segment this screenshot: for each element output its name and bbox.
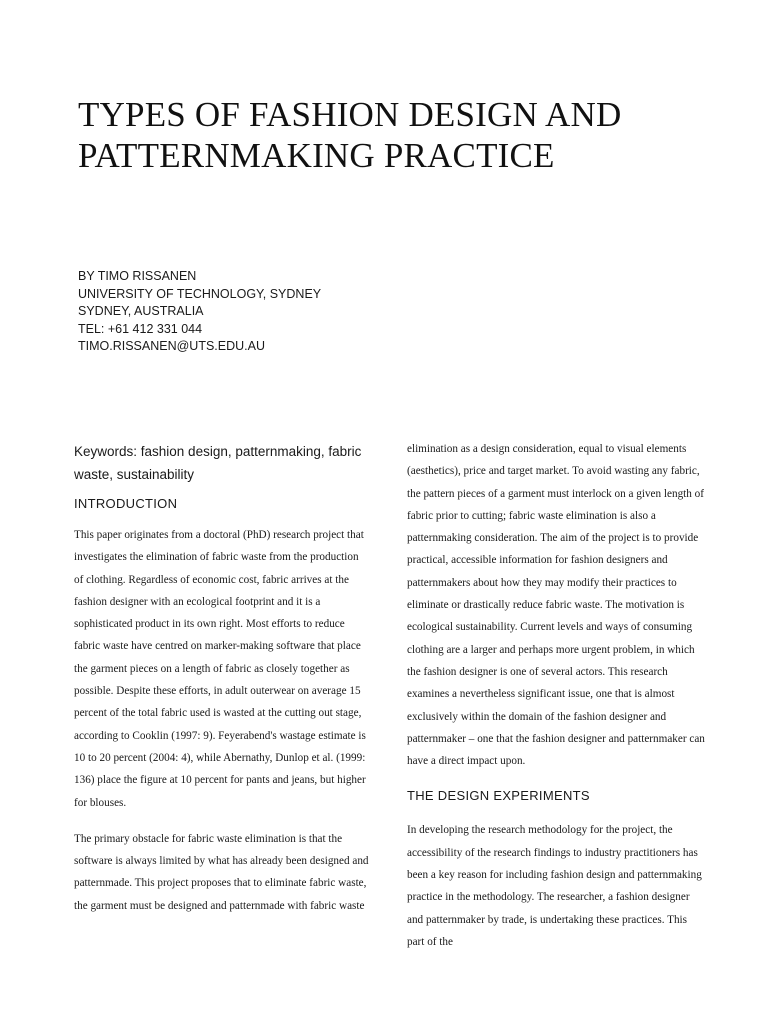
author-email: TIMO.RISSANEN@UTS.EDU.AU <box>78 339 266 353</box>
author-byline: BY TIMO RISSANEN <box>78 269 197 283</box>
paper-title <box>78 94 718 176</box>
section-heading-introduction: INTRODUCTION <box>74 496 178 511</box>
right-column <box>407 438 707 953</box>
paragraph-spacer <box>74 814 370 828</box>
design-experiments-paragraph-1: In developing the research methodology for the project, the accessibility of the research findings to industry practitioners has been a key reason for including fashion design and patternmaking practice in the methodology. The researcher, a fashion designer and patternmaker by trade, is undertaking these practices. This part of the <box>407 824 702 948</box>
title-line-2: PATTERNMAKING PRACTICE <box>78 136 555 175</box>
introduction-paragraph-2-continued: elimination as a design consideration, equal to visual elements (aesthetics), price and target market. To avoid wasting any fabric, the pattern pieces of a garment must interlock on a given length of fabric prior to cutting; fabric waste elimination is also a patternmaking consideration. The aim of the project is to provide practical, accessible information for fashion designers and patternmakers about how they may modify their practices to eliminate or drastically reduce fabric waste. The motivation is ecological sustainability. Current levels and ways of consuming clothing are a larger and perhaps more urgent problem, in which the fashion designer is one of several actors. This research examines a nevertheless significant issue, one that is almost exclusively within the domain of the fashion designer and patternmaker – one that the fashion designer and patternmaker can have a direct impact upon. <box>407 443 705 768</box>
title-line-1: TYPES OF FASHION DESIGN AND <box>78 95 622 134</box>
section-heading-design-experiments: THE DESIGN EXPERIMENTS <box>407 788 590 804</box>
author-tel: TEL: +61 412 331 044 <box>78 321 203 336</box>
left-column <box>74 440 370 917</box>
keywords: Keywords: fashion design, patternmaking, fabric waste, sustainability <box>74 444 362 482</box>
author-block <box>78 268 321 356</box>
author-affiliation: UNIVERSITY OF TECHNOLOGY, SYDNEY <box>78 286 322 301</box>
introduction-paragraph-2: The primary obstacle for fabric waste elimination is that the software is always limited by what has already been designed and patternmade. This project proposes that to eliminate fabric waste, the garment must be designed and patternmade with fabric waste <box>74 832 369 912</box>
introduction-paragraph-1: This paper originates from a doctoral (PhD) research project that investigates the elimination of fabric waste from the production of clothing. Regardless of economic cost, fabric arrives at the fashion designer with an ecological footprint and it is a sophisticated product in its own right. Most efforts to reduce fabric waste have centred on marker-making software that place the garment pieces on a length of fabric as closely together as possible. Despite these efforts, in adult outerwear on average 15 percent of the total fabric used is wasted at the cutting out stage, according to Cooklin (1997: 9). Feyerabend's wastage estimate is 10 to 20 percent (2004: 4), while Abernathy, Dunlop et al. (1999: 136) place the figure at 10 percent for pants and jeans, but higher for blouses. <box>74 529 366 809</box>
author-location: SYDNEY, AUSTRALIA <box>78 304 204 318</box>
